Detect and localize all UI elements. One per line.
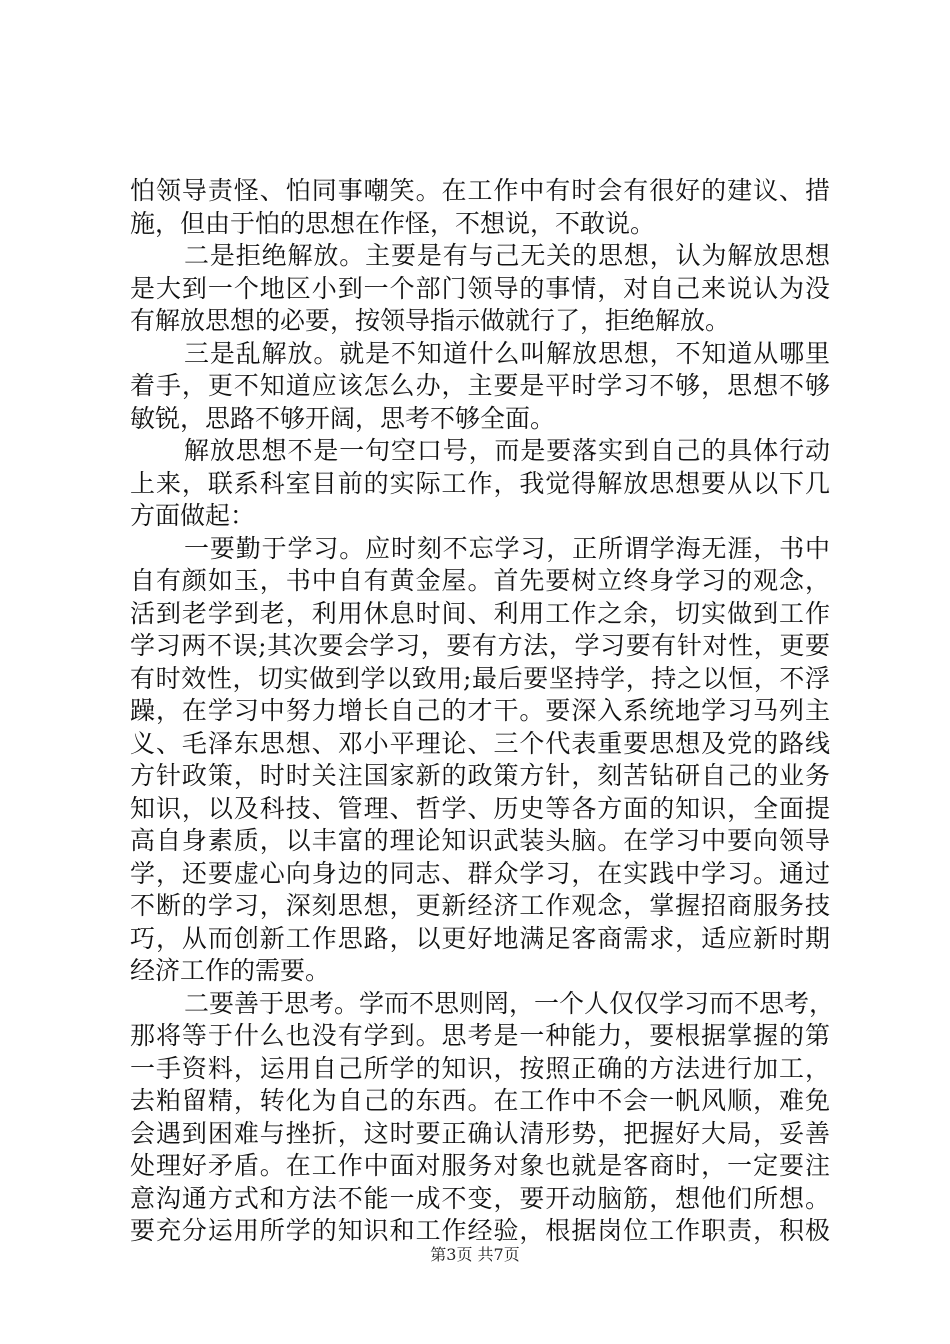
text-line: 高自身素质，以丰富的理论知识武装头脑。在学习中要向领导 <box>130 826 830 855</box>
text-line: 那将等于什么也没有学到。思考是一种能力，要根据掌握的第 <box>130 1021 830 1050</box>
text-line: 一要勤于学习。应时刻不忘学习，正所谓学海无涯，书中 <box>184 533 830 563</box>
text-line: 着手，更不知道应该怎么办，主要是平时学习不够，思想不够 <box>130 371 830 400</box>
text-line: 是大到一个地区小到一个部门领导的事情，对自己来说认为没 <box>130 273 830 303</box>
text-line: 施，但由于怕的思想在作怪，不想说，不敢说。 <box>130 208 656 238</box>
text-line: 会遇到困难与挫折，这时要正确认清形势，把握好大局，妥善 <box>130 1118 830 1148</box>
text-line: 有时效性，切实做到学以致用;最后要坚持学，持之以恒，不浮 <box>130 663 830 693</box>
text-line: 有解放思想的必要，按领导指示做就行了，拒绝解放。 <box>130 306 731 335</box>
text-line: 经济工作的需要。 <box>130 956 331 985</box>
text-line: 方面做起： <box>130 501 256 530</box>
text-line: 二要善于思考。学而不思则罔，一个人仅仅学习而不思考， <box>184 988 835 1018</box>
text-line: 处理好矛盾。在工作中面对服务对象也就是客商时，一定要注 <box>130 1151 830 1180</box>
text-line: 不断的学习，深刻思想，更新经济工作观念，掌握招商服务技 <box>130 891 830 920</box>
text-line: 上来，联系科室目前的实际工作，我觉得解放思想要从以下几 <box>130 468 830 498</box>
text-line: 方针政策，时时关注国家新的政策方针，刻苦钻研自己的业务 <box>130 761 830 790</box>
text-line: 要充分运用所学的知识和工作经验，根据岗位工作职责，积极 <box>130 1216 830 1245</box>
text-line: 活到老学到老，利用休息时间、利用工作之余，切实做到工作 <box>130 598 830 628</box>
document-body <box>130 175 835 1248</box>
text-line: 敏锐，思路不够开阔，思考不够全面。 <box>130 403 556 433</box>
text-line: 三是乱解放。就是不知道什么叫解放思想，不知道从哪里 <box>184 338 830 368</box>
text-line: 学，还要虚心向身边的同志、群众学习，在实践中学习。通过 <box>130 858 830 888</box>
text-line: 知识，以及科技、管理、哲学、历史等各方面的知识，全面提 <box>130 793 830 823</box>
text-line: 解放思想不是一句空口号，而是要落实到自己的具体行动 <box>184 436 830 465</box>
text-line: 躁，在学习中努力增长自己的才干。要深入系统地学习马列主 <box>130 696 830 725</box>
text-line: 去粕留精，转化为自己的东西。在工作中不会一帆风顺，难免 <box>130 1086 830 1115</box>
text-line: 一手资料，运用自己所学的知识，按照正确的方法进行加工， <box>130 1053 830 1083</box>
text-line: 义、毛泽东思想、邓小平理论、三个代表重要思想及党的路线 <box>130 728 830 758</box>
text-line: 学习两不误;其次要会学习，要有方法，学习要有针对性，更要 <box>130 631 830 660</box>
text-line: 巧，从而创新工作思路，以更好地满足客商需求，适应新时期 <box>130 923 830 953</box>
text-line: 二是拒绝解放。主要是有与己无关的思想，认为解放思想 <box>184 241 830 270</box>
text-line: 自有颜如玉，书中自有黄金屋。首先要树立终身学习的观念， <box>130 566 830 595</box>
page-footer: 第3页 共7页 <box>430 1245 520 1264</box>
text-line: 意沟通方式和方法不能一成不变，要开动脑筋，想他们所想。 <box>130 1183 830 1213</box>
text-line: 怕领导责怪、怕同事嘲笑。在工作中有时会有很好的建议、措 <box>130 176 830 205</box>
